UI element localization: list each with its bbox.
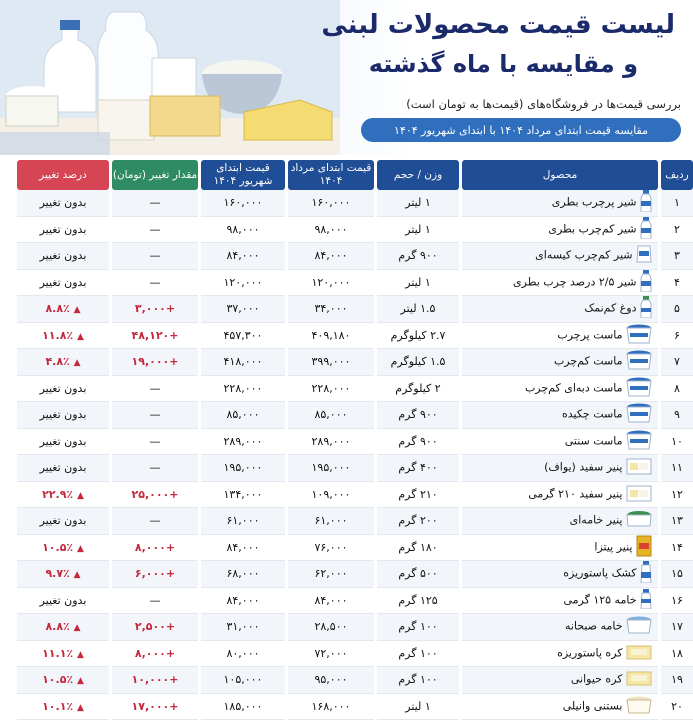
price-shahrivar-cell: ۸۰,۰۰۰	[201, 641, 285, 668]
price-mordad-cell: ۶۱,۰۰۰	[288, 508, 374, 535]
product-name: پنیر خامه‌ای	[569, 513, 623, 527]
row-number: ۷	[661, 349, 693, 376]
change-percent-value: ۱۱.۱٪	[42, 646, 74, 660]
weight-cell: ۱۰۰ گرم	[377, 614, 459, 641]
change-percent-cell	[17, 429, 109, 456]
change-percent-value: بدون تغییر	[39, 222, 87, 236]
change-amount-cell: +۴۸,۱۲۰	[112, 323, 198, 350]
weight-cell: ۲ کیلوگرم	[377, 376, 459, 403]
change-percent-cell	[17, 455, 109, 482]
price-mordad-cell: ۳۴,۰۰۰	[288, 296, 374, 323]
row-number: ۸	[661, 376, 693, 403]
product-cell	[462, 694, 658, 720]
increase-arrow-icon: ▲	[73, 570, 81, 581]
weight-cell: ۱۸۰ گرم	[377, 535, 459, 562]
price-mordad-cell: ۹۵,۰۰۰	[288, 667, 374, 694]
change-percent-value: ۲۲.۹٪	[42, 487, 74, 501]
row-number: ۱۲	[661, 482, 693, 509]
table-row	[17, 508, 693, 535]
header-banner	[0, 0, 693, 155]
product-cell	[462, 455, 658, 482]
change-percent-value: بدون تغییر	[39, 381, 87, 395]
table-row	[17, 535, 693, 562]
price-shahrivar-cell: ۲۲۸,۰۰۰	[201, 376, 285, 403]
change-percent-value: بدون تغییر	[39, 514, 87, 528]
row-number: ۱۳	[661, 508, 693, 535]
price-mordad-cell: ۴۰۹,۱۸۰	[288, 323, 374, 350]
price-shahrivar-cell: ۳۷,۰۰۰	[201, 296, 285, 323]
change-amount-cell: —	[112, 429, 198, 456]
product-cell	[462, 190, 658, 217]
increase-arrow-icon: ▲	[73, 305, 81, 316]
table-row	[17, 349, 693, 376]
change-percent-cell	[17, 190, 109, 217]
product-name: ماست چکیده	[562, 407, 623, 421]
change-amount-cell: —	[112, 270, 198, 297]
change-amount-cell: —	[112, 190, 198, 217]
col-header-change-percent: درصد تغییر	[17, 160, 109, 190]
product-name: دوغ کم‌نمک	[584, 301, 637, 315]
page-title: لیست قیمت محصولات لبنی	[321, 10, 675, 40]
table-row	[17, 667, 693, 694]
price-mordad-cell: ۷۲,۰۰۰	[288, 641, 374, 668]
change-percent-cell	[17, 508, 109, 535]
price-shahrivar-cell: ۸۵,۰۰۰	[201, 402, 285, 429]
change-percent-cell	[17, 614, 109, 641]
increase-arrow-icon: ▲	[76, 702, 84, 713]
comparison-period-badge: مقایسه قیمت ابتدای مرداد ۱۴۰۴ با ابتدای شهریور ۱۴۰۴	[361, 118, 681, 142]
row-number: ۱۰	[661, 429, 693, 456]
table-row	[17, 402, 693, 429]
price-shahrivar-cell: ۱۳۴,۰۰۰	[201, 482, 285, 509]
yogurt-tub-icon	[626, 403, 652, 426]
change-percent-cell	[17, 535, 109, 562]
change-percent-value: بدون تغییر	[39, 196, 87, 210]
cheese-icon	[626, 484, 652, 505]
col-header-product: محصول	[462, 160, 658, 190]
change-amount-cell: +۸,۰۰۰	[112, 535, 198, 562]
table-row	[17, 429, 693, 456]
row-number: ۱۸	[661, 641, 693, 668]
col-header-price-mordad: قیمت ابتدای مرداد ۱۴۰۴	[288, 160, 374, 190]
change-percent-value: بدون تغییر	[39, 593, 87, 607]
price-shahrivar-cell: ۶۸,۰۰۰	[201, 561, 285, 588]
product-cell	[462, 243, 658, 270]
product-cell	[462, 429, 658, 456]
change-amount-cell: —	[112, 508, 198, 535]
weight-cell: ۱۰۰ گرم	[377, 641, 459, 668]
cream-tub-icon	[626, 616, 652, 637]
change-percent-cell	[17, 349, 109, 376]
table-row	[17, 694, 693, 720]
product-name: کشک پاستوریزه	[563, 566, 637, 580]
change-percent-value: بدون تغییر	[39, 275, 87, 289]
col-header-weight: وزن / حجم	[377, 160, 459, 190]
change-amount-cell: +۱۰,۰۰۰	[112, 667, 198, 694]
weight-cell: ۹۰۰ گرم	[377, 402, 459, 429]
milk-bottle-icon	[640, 270, 652, 295]
price-shahrivar-cell: ۱۰۵,۰۰۰	[201, 667, 285, 694]
price-mordad-cell: ۱۶۸,۰۰۰	[288, 694, 374, 720]
page-subtitle-heading: و مقایسه با ماه گذشته	[368, 50, 638, 78]
change-amount-cell: —	[112, 376, 198, 403]
price-mordad-cell: ۷۶,۰۰۰	[288, 535, 374, 562]
table-row	[17, 482, 693, 509]
product-name: خامه صبحانه	[564, 619, 623, 633]
milk-bottle-icon	[640, 217, 652, 242]
row-number: ۲۰	[661, 694, 693, 720]
yogurt-tub-icon	[626, 350, 652, 373]
price-shahrivar-cell: ۸۴,۰۰۰	[201, 243, 285, 270]
change-amount-cell: —	[112, 243, 198, 270]
row-number: ۱۹	[661, 667, 693, 694]
price-mordad-cell: ۲۸,۵۰۰	[288, 614, 374, 641]
change-percent-cell	[17, 402, 109, 429]
table-row	[17, 588, 693, 615]
price-mordad-cell: ۲۸۹,۰۰۰	[288, 429, 374, 456]
price-shahrivar-cell: ۸۴,۰۰۰	[201, 535, 285, 562]
currency-note: بررسی قیمت‌ها در فروشگاه‌های (قیمت‌ها به تومان است)	[406, 97, 681, 111]
weight-cell: ۱ لیتر	[377, 270, 459, 297]
dairy-products-photo	[0, 0, 340, 155]
weight-cell: ۱.۵ لیتر	[377, 296, 459, 323]
yogurt-tub-icon	[626, 324, 652, 347]
product-cell	[462, 508, 658, 535]
product-name: بستنی وانیلی	[562, 699, 623, 713]
weight-cell: ۲.۷ کیلوگرم	[377, 323, 459, 350]
increase-arrow-icon: ▲	[76, 543, 84, 554]
change-percent-value: ۱۰.۵٪	[42, 673, 74, 687]
row-number: ۲	[661, 217, 693, 244]
weight-cell: ۱ لیتر	[377, 190, 459, 217]
price-shahrivar-cell: ۹۸,۰۰۰	[201, 217, 285, 244]
product-name: شیر کم‌چرب بطری	[548, 222, 637, 236]
increase-arrow-icon: ▲	[76, 490, 84, 501]
price-mordad-cell: ۸۵,۰۰۰	[288, 402, 374, 429]
product-cell	[462, 349, 658, 376]
butter-icon	[626, 669, 652, 690]
product-cell	[462, 217, 658, 244]
product-name: کره حیوانی	[570, 672, 623, 686]
weight-cell: ۵۰۰ گرم	[377, 561, 459, 588]
product-cell	[462, 535, 658, 562]
increase-arrow-icon: ▲	[76, 331, 84, 342]
change-percent-value: ۸.۸٪	[45, 302, 70, 316]
table-row	[17, 323, 693, 350]
change-amount-cell: +۱۹,۰۰۰	[112, 349, 198, 376]
pizza-cheese-icon	[636, 535, 652, 560]
butter-icon	[626, 643, 652, 664]
change-amount-cell: —	[112, 217, 198, 244]
change-percent-cell	[17, 588, 109, 615]
price-mordad-cell: ۸۴,۰۰۰	[288, 243, 374, 270]
product-cell	[462, 482, 658, 509]
price-mordad-cell: ۲۲۸,۰۰۰	[288, 376, 374, 403]
table-row	[17, 614, 693, 641]
table-row	[17, 455, 693, 482]
yogurt-tub-icon	[626, 377, 652, 400]
table-row	[17, 376, 693, 403]
increase-arrow-icon: ▲	[76, 676, 84, 687]
table-header-row	[17, 160, 693, 190]
product-name: پنیر سفید (یواف)	[544, 460, 623, 474]
product-name: پنیر سفید ۲۱۰ گرمی	[528, 487, 623, 501]
row-number: ۶	[661, 323, 693, 350]
increase-arrow-icon: ▲	[76, 649, 84, 660]
weight-cell: ۱۲۵ گرم	[377, 588, 459, 615]
change-amount-cell: +۲,۵۰۰	[112, 614, 198, 641]
change-percent-value: ۱۰.۱٪	[42, 699, 74, 713]
product-name: خامه ۱۲۵ گرمی	[563, 593, 637, 607]
change-amount-cell: —	[112, 588, 198, 615]
change-percent-cell	[17, 667, 109, 694]
increase-arrow-icon: ▲	[73, 358, 81, 369]
table-row	[17, 217, 693, 244]
change-percent-value: ۱۰.۵٪	[42, 540, 74, 554]
weight-cell: ۱ لیتر	[377, 694, 459, 720]
change-percent-value: بدون تغییر	[39, 408, 87, 422]
price-shahrivar-cell: ۱۸۵,۰۰۰	[201, 694, 285, 720]
weight-cell: ۲۰۰ گرم	[377, 508, 459, 535]
price-mordad-cell: ۸۴,۰۰۰	[288, 588, 374, 615]
price-mordad-cell: ۶۲,۰۰۰	[288, 561, 374, 588]
change-amount-cell: —	[112, 402, 198, 429]
product-name: شیر کم‌چرب کیسه‌ای	[535, 248, 633, 262]
change-amount-cell: +۸,۰۰۰	[112, 641, 198, 668]
price-shahrivar-cell: ۱۲۰,۰۰۰	[201, 270, 285, 297]
weight-cell: ۹۰۰ گرم	[377, 243, 459, 270]
row-number: ۱۶	[661, 588, 693, 615]
change-percent-cell	[17, 270, 109, 297]
change-percent-cell	[17, 323, 109, 350]
product-cell	[462, 667, 658, 694]
price-mordad-cell: ۹۸,۰۰۰	[288, 217, 374, 244]
price-shahrivar-cell: ۲۸۹,۰۰۰	[201, 429, 285, 456]
product-name: کره پاستوریزه	[557, 646, 623, 660]
product-cell	[462, 402, 658, 429]
row-number: ۴	[661, 270, 693, 297]
change-percent-cell	[17, 641, 109, 668]
product-name: پنیر پیتزا	[594, 540, 633, 554]
table-row	[17, 190, 693, 217]
row-number: ۱	[661, 190, 693, 217]
product-name: ماست پرچرب	[557, 328, 623, 342]
price-mordad-cell: ۱۹۵,۰۰۰	[288, 455, 374, 482]
row-number: ۱۴	[661, 535, 693, 562]
product-name: شیر ۲/۵ درصد چرب بطری	[513, 275, 637, 289]
table-row	[17, 561, 693, 588]
change-amount-cell: +۶,۰۰۰	[112, 561, 198, 588]
change-percent-cell	[17, 243, 109, 270]
change-amount-cell: +۳,۰۰۰	[112, 296, 198, 323]
change-percent-cell	[17, 296, 109, 323]
table-row	[17, 270, 693, 297]
change-percent-value: ۴.۸٪	[45, 355, 70, 369]
price-mordad-cell: ۱۲۰,۰۰۰	[288, 270, 374, 297]
product-cell	[462, 296, 658, 323]
product-cell	[462, 614, 658, 641]
product-cell	[462, 270, 658, 297]
price-mordad-cell: ۳۹۹,۰۰۰	[288, 349, 374, 376]
col-header-change-amount: مقدار تغییر (تومان)	[112, 160, 198, 190]
product-name: شیر پرچرب بطری	[551, 195, 637, 209]
change-percent-value: بدون تغییر	[39, 249, 87, 263]
yogurt-tub-icon	[626, 430, 652, 453]
change-amount-cell: +۱۷,۰۰۰	[112, 694, 198, 720]
change-percent-value: ۱۱.۸٪	[42, 328, 74, 342]
price-table	[14, 160, 693, 720]
doogh-bottle-icon	[640, 296, 652, 321]
product-cell	[462, 641, 658, 668]
price-mordad-cell: ۱۰۹,۰۰۰	[288, 482, 374, 509]
weight-cell: ۴۰۰ گرم	[377, 455, 459, 482]
product-cell	[462, 376, 658, 403]
milk-bag-icon	[636, 244, 652, 267]
table-row	[17, 243, 693, 270]
change-percent-value: بدون تغییر	[39, 434, 87, 448]
cream-bottle-icon	[640, 589, 652, 612]
change-percent-cell	[17, 482, 109, 509]
change-percent-cell	[17, 561, 109, 588]
change-amount-cell: —	[112, 455, 198, 482]
change-amount-cell: +۲۵,۰۰۰	[112, 482, 198, 509]
row-number: ۳	[661, 243, 693, 270]
product-cell	[462, 323, 658, 350]
change-percent-cell	[17, 217, 109, 244]
kashk-bottle-icon	[640, 561, 652, 586]
price-shahrivar-cell: ۴۱۸,۰۰۰	[201, 349, 285, 376]
col-header-price-shahrivar: قیمت ابتدای شهریور ۱۴۰۴	[201, 160, 285, 190]
price-shahrivar-cell: ۶۱,۰۰۰	[201, 508, 285, 535]
weight-cell: ۱ لیتر	[377, 217, 459, 244]
weight-cell: ۹۰۰ گرم	[377, 429, 459, 456]
col-header-row-no: ردیف	[661, 160, 693, 190]
product-name: ماست کم‌چرب	[553, 354, 623, 368]
price-mordad-cell: ۱۶۰,۰۰۰	[288, 190, 374, 217]
row-number: ۱۱	[661, 455, 693, 482]
cheese-icon	[626, 457, 652, 478]
table-row	[17, 641, 693, 668]
cream-cheese-icon	[626, 510, 652, 531]
row-number: ۱۷	[661, 614, 693, 641]
weight-cell: ۱.۵ کیلوگرم	[377, 349, 459, 376]
price-shahrivar-cell: ۳۱,۰۰۰	[201, 614, 285, 641]
increase-arrow-icon: ▲	[73, 623, 81, 634]
milk-bottle-icon	[640, 190, 652, 215]
row-number: ۹	[661, 402, 693, 429]
change-percent-cell	[17, 376, 109, 403]
price-shahrivar-cell: ۴۵۷,۳۰۰	[201, 323, 285, 350]
change-percent-value: ۹.۷٪	[45, 567, 70, 581]
price-shahrivar-cell: ۱۹۵,۰۰۰	[201, 455, 285, 482]
product-name: ماست دبه‌ای کم‌چرب	[524, 381, 623, 395]
weight-cell: ۱۰۰ گرم	[377, 667, 459, 694]
change-percent-value: ۸.۸٪	[45, 620, 70, 634]
change-percent-value: بدون تغییر	[39, 461, 87, 475]
row-number: ۵	[661, 296, 693, 323]
ice-cream-tub-icon	[626, 696, 652, 717]
price-shahrivar-cell: ۸۴,۰۰۰	[201, 588, 285, 615]
table-row	[17, 296, 693, 323]
weight-cell: ۲۱۰ گرم	[377, 482, 459, 509]
product-name: ماست سنتی	[564, 434, 623, 448]
row-number: ۱۵	[661, 561, 693, 588]
price-shahrivar-cell: ۱۶۰,۰۰۰	[201, 190, 285, 217]
change-percent-cell	[17, 694, 109, 720]
product-cell	[462, 588, 658, 615]
product-cell	[462, 561, 658, 588]
